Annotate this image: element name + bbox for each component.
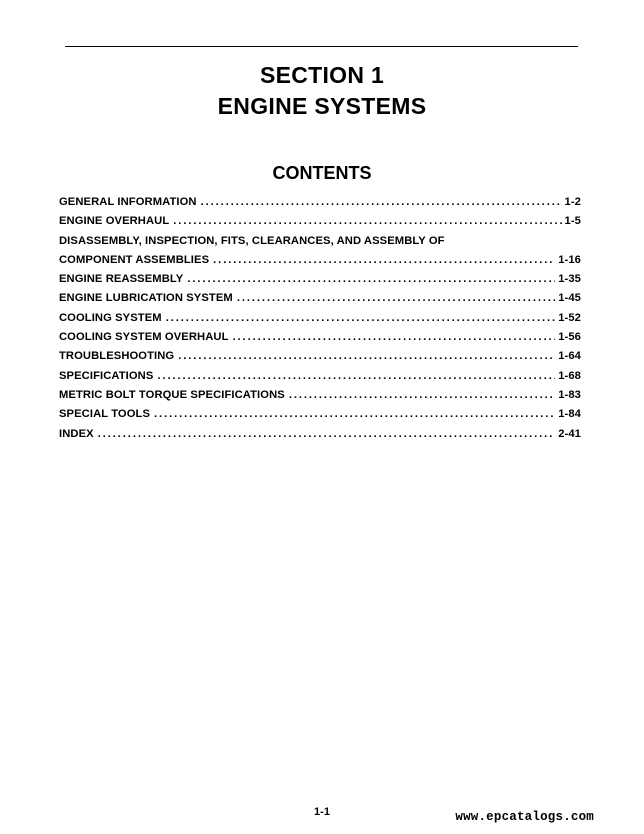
- toc-entry-page: 1-16: [558, 253, 581, 266]
- toc-entry-general-information[interactable]: [59, 193, 581, 212]
- toc-entry-engine-lubrication-system[interactable]: [59, 289, 581, 308]
- toc-entry-engine-overhaul[interactable]: [59, 212, 581, 231]
- toc-entry-component-assemblies[interactable]: [59, 251, 581, 270]
- dot-leader: [233, 328, 556, 347]
- toc-entry-title: METRIC BOLT TORQUE SPECIFICATIONS: [59, 388, 285, 401]
- page-number: 1-1: [314, 806, 330, 818]
- dot-leader: [237, 289, 555, 308]
- toc-entry-page: 1-56: [558, 331, 581, 344]
- toc-entry-title: SPECIFICATIONS: [59, 369, 154, 382]
- toc-entry-title: TROUBLESHOOTING: [59, 350, 175, 363]
- toc-entry-troubleshooting[interactable]: [59, 347, 581, 366]
- dot-leader: [201, 193, 562, 212]
- toc-entry-page: 1-68: [558, 369, 581, 382]
- dot-leader: [178, 347, 555, 366]
- dot-leader: [173, 212, 561, 231]
- toc-entry-page: 1-64: [558, 350, 581, 363]
- top-rule: [65, 46, 578, 47]
- toc-entry-title: ENGINE OVERHAUL: [59, 215, 170, 228]
- dot-leader: [157, 367, 555, 386]
- toc-entry-specifications[interactable]: [59, 367, 581, 386]
- dot-leader: [213, 251, 555, 270]
- toc-entry-title: COOLING SYSTEM OVERHAUL: [59, 331, 229, 344]
- dot-leader: [166, 309, 555, 328]
- dot-leader: [154, 405, 555, 424]
- section-label: SECTION 1: [259, 62, 385, 88]
- table-of-contents: [59, 193, 581, 444]
- toc-entry-title: INDEX: [59, 427, 94, 440]
- toc-entry-title: COMPONENT ASSEMBLIES: [59, 253, 210, 266]
- toc-entry-page: 1-52: [558, 311, 581, 324]
- dot-leader: [187, 270, 555, 289]
- toc-entry-title: ENGINE REASSEMBLY: [59, 273, 184, 286]
- dot-leader: [98, 425, 556, 444]
- toc-entry-title: SPECIAL TOOLS: [59, 408, 151, 421]
- toc-entry-page: 1-83: [558, 388, 581, 401]
- dot-leader: [289, 386, 555, 405]
- toc-entry-title: ENGINE LUBRICATION SYSTEM: [59, 292, 233, 305]
- toc-entry-cooling-system-overhaul[interactable]: [59, 328, 581, 347]
- toc-entry-cooling-system[interactable]: [59, 309, 581, 328]
- section-name: ENGINE SYSTEMS: [217, 93, 427, 119]
- toc-entry-page: 1-5: [564, 215, 581, 228]
- toc-entry-engine-reassembly[interactable]: [59, 270, 581, 289]
- toc-entry-title: COOLING SYSTEM: [59, 311, 162, 324]
- watermark: www.epcatalogs.com: [455, 810, 594, 824]
- toc-entry-page: 1-2: [564, 196, 581, 208]
- toc-entry-title: DISASSEMBLY, INSPECTION, FITS, CLEARANCES, AND ASSEMBLY OF: [59, 234, 445, 247]
- toc-entry-page: 1-45: [558, 292, 581, 305]
- contents-heading: CONTENTS: [272, 163, 372, 183]
- toc-entry-title: GENERAL INFORMATION: [59, 196, 197, 208]
- toc-entry-page: 2-41: [558, 427, 581, 440]
- toc-entry-page: 1-84: [558, 408, 581, 421]
- toc-entry-index[interactable]: [59, 425, 581, 444]
- toc-entry-disassembly[interactable]: [59, 232, 581, 251]
- toc-entry-page: 1-35: [558, 273, 581, 286]
- toc-entry-special-tools[interactable]: [59, 405, 581, 424]
- toc-entry-metric-bolt-torque[interactable]: [59, 386, 581, 405]
